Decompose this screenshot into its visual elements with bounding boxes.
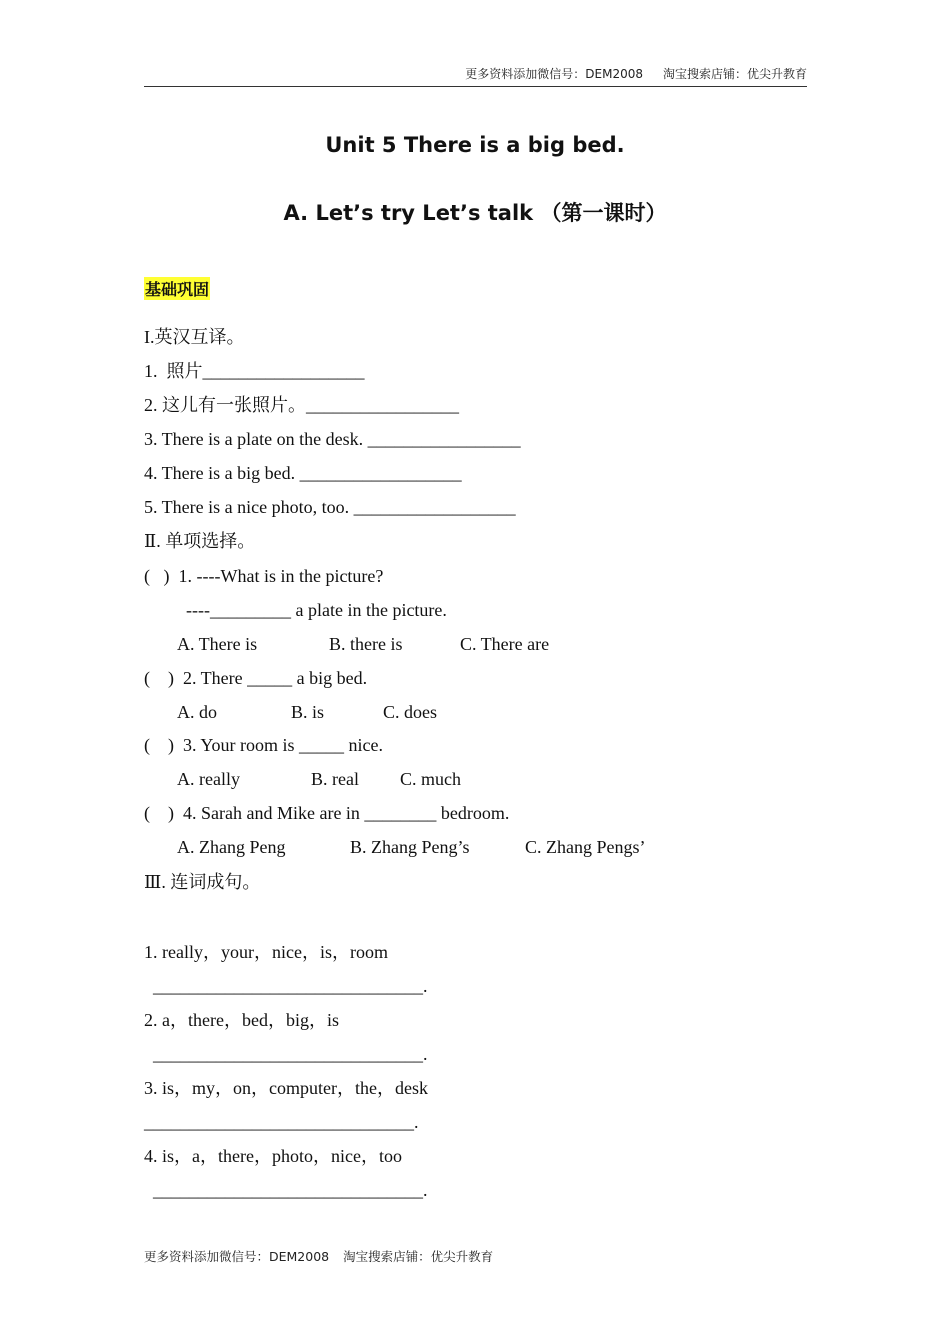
- part3-item-2-words: 2. a，there，bed，big，is: [144, 1010, 339, 1030]
- part3-item-2-blank: ______________________________.: [153, 1044, 428, 1064]
- part1-heading: I.英汉互译。: [144, 327, 245, 347]
- page-footer: [144, 1247, 507, 1265]
- part3-item-3-words: 3. is，my，on，computer，the，desk: [144, 1078, 428, 1098]
- q3-option-b: B. real: [311, 769, 359, 789]
- part3-item-1-blank: ______________________________.: [153, 976, 428, 996]
- q3-option-c: C. much: [400, 769, 461, 789]
- part2-heading: Ⅱ. 单项选择。: [144, 531, 256, 551]
- q4-stem: ( ) 4. Sarah and Mike are in ________ bedroom.: [144, 803, 510, 823]
- header-wechat-text: 更多资料添加微信号：DEM2008: [465, 67, 643, 81]
- part3-heading: Ⅲ. 连词成句。: [144, 872, 261, 892]
- footer-shop-text: 淘宝搜索店铺：优尖升教育: [343, 1249, 494, 1264]
- q1-stem: ( ) 1. ----What is in the picture?: [144, 566, 384, 586]
- q4-option-c: C. Zhang Pengs’: [525, 837, 646, 857]
- q1-option-b: B. there is: [329, 634, 403, 654]
- header-shop-text: 淘宝搜索店铺：优尖升教育: [662, 67, 807, 81]
- q1-option-a: A. There is: [177, 634, 258, 654]
- q2-option-c: C. does: [383, 702, 437, 722]
- q2-option-a: A. do: [177, 702, 217, 722]
- unit-title: Unit 5 There is a big bed.: [325, 133, 625, 157]
- q3-stem: ( ) 3. Your room is _____ nice.: [144, 735, 383, 755]
- page-header: [144, 64, 807, 87]
- part3-item-4-words: 4. is，a，there，photo，nice，too: [144, 1146, 402, 1166]
- part1-item-2: 2. 这儿有一张照片。_________________: [144, 395, 459, 415]
- part1-item-1: 1. 照片__________________: [144, 361, 365, 381]
- part1-item-3: 3. There is a plate on the desk. _________________: [144, 429, 521, 449]
- footer-wechat-text: 更多资料添加微信号：DEM2008: [144, 1249, 330, 1264]
- q2-option-b: B. is: [291, 702, 325, 722]
- q1-option-c: C. There are: [460, 634, 550, 654]
- q4-option-a: A. Zhang Peng: [177, 837, 286, 857]
- section-label: 基础巩固: [144, 277, 210, 300]
- q3-option-a: A. really: [177, 769, 240, 789]
- part3-item-4-blank: ______________________________.: [153, 1180, 428, 1200]
- q1-stem-2: ----_________ a plate in the picture.: [186, 600, 447, 620]
- part3-item-1-words: 1. really，your，nice，is，room: [144, 942, 388, 962]
- q4-option-b: B. Zhang Peng’s: [350, 837, 470, 857]
- part1-item-4: 4. There is a big bed. __________________: [144, 463, 462, 483]
- q2-stem: ( ) 2. There _____ a big bed.: [144, 668, 368, 688]
- lesson-title: A. Let’s try Let’s talk （第一课时）: [283, 201, 667, 225]
- part1-item-5: 5. There is a nice photo, too. __________________: [144, 497, 516, 517]
- part3-item-3-blank: ______________________________.: [144, 1112, 419, 1132]
